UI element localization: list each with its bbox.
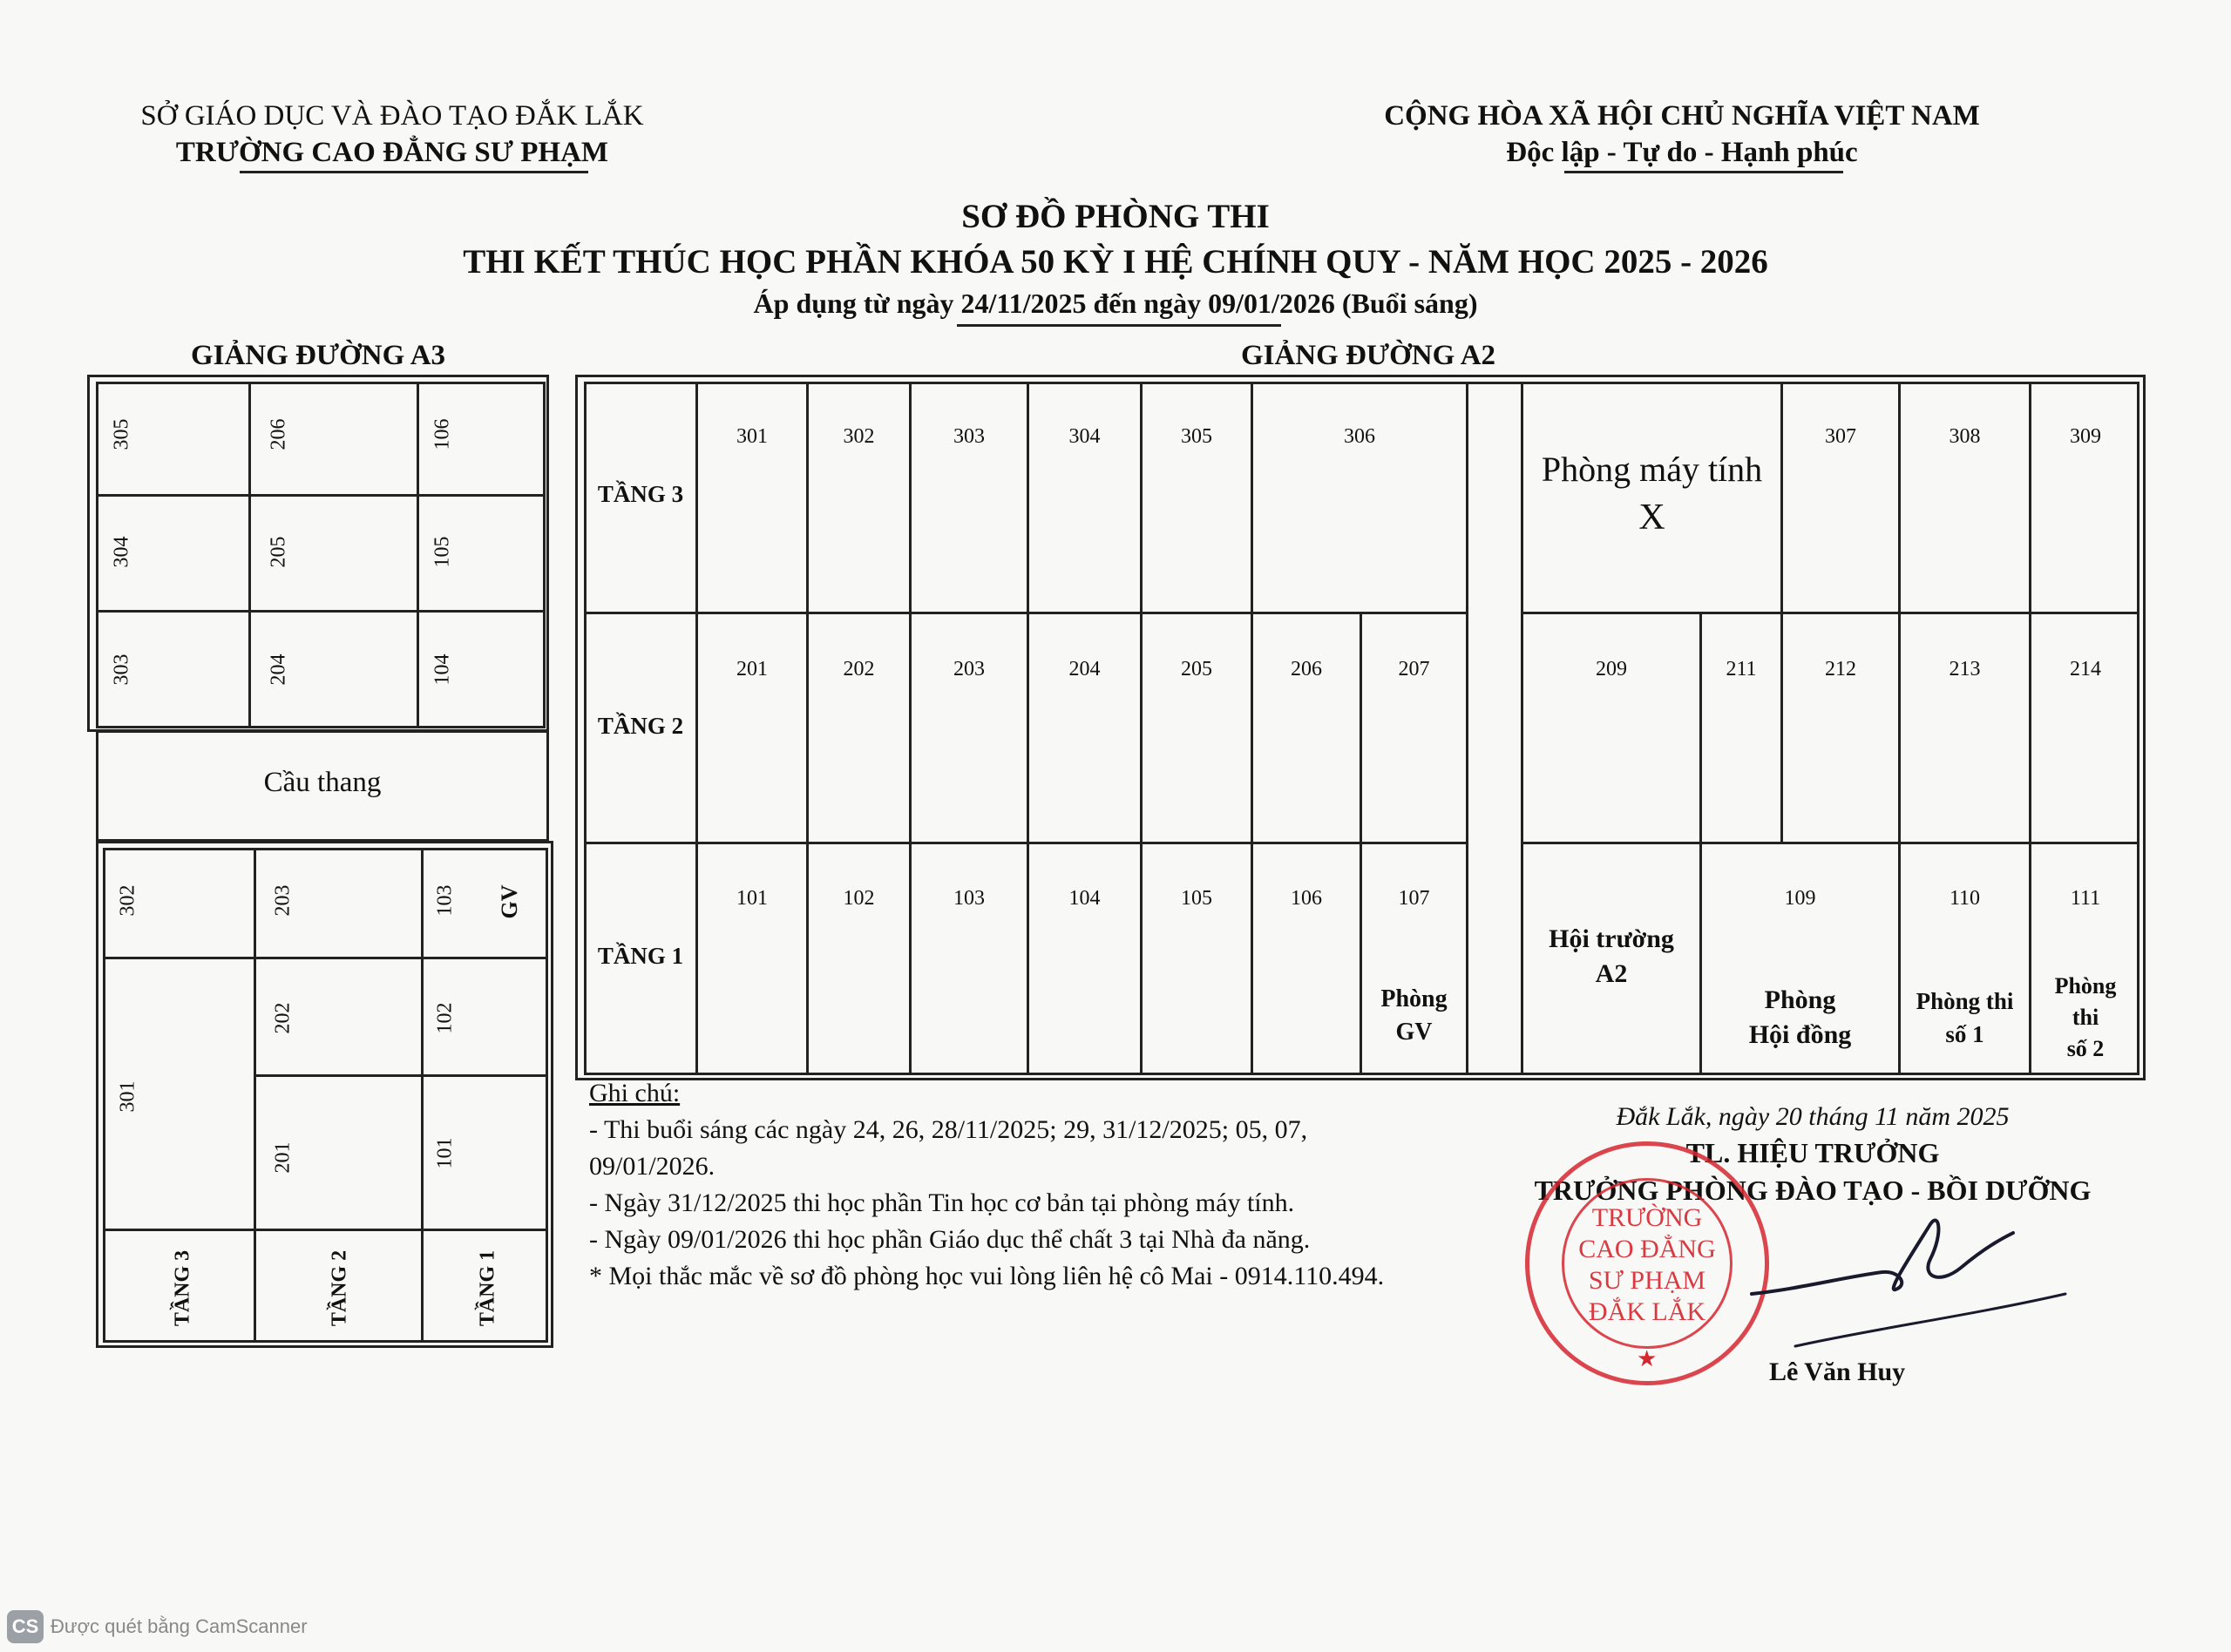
a3-room: 106 [431, 418, 454, 450]
department-name: SỞ GIÁO DỤC VÀ ĐÀO TẠO ĐẮK LẮK [140, 100, 644, 132]
notes-heading: Ghi chú: [589, 1079, 681, 1107]
a2-room: 308 [1949, 425, 1981, 448]
a2-room: 204 [1068, 658, 1101, 680]
a3-room: 104 [431, 653, 454, 686]
a2-room: 209 [1596, 658, 1627, 680]
a3-room: 305 [110, 418, 133, 450]
a3-room: 303 [110, 653, 133, 686]
hall-label: Hội trường A2 [1549, 924, 1674, 988]
scanner-footer-text: Được quét bằng CamScanner [51, 1615, 308, 1637]
stamp-star-icon: ★ [1637, 1346, 1658, 1371]
a2-room: 202 [843, 658, 875, 680]
a2-room: 309 [2070, 425, 2101, 448]
a2-floor-label: TẦNG 2 [597, 713, 684, 739]
note-line: - Ngày 09/01/2026 thi học phần Giáo dục thể chất 3 tại Nhà đa năng. [589, 1225, 1311, 1254]
a2-room: 304 [1068, 425, 1101, 448]
a3-upper-inner [96, 382, 546, 728]
a2-room: 109 [1784, 887, 1816, 910]
a3-room: 105 [431, 536, 454, 568]
date-range: Áp dụng từ ngày 24/11/2025 đến ngày 09/01/2026 (Buổi sáng) [753, 288, 1478, 319]
a2-room: 206 [1291, 658, 1322, 680]
a3-room: 204 [267, 653, 290, 686]
a2-room: 104 [1068, 887, 1101, 910]
exam-room-2-label: Phòng thi số 2 [2054, 973, 2117, 1061]
divider [957, 324, 1281, 327]
a2-room: 105 [1181, 887, 1212, 910]
note-line: 09/01/2026. [589, 1152, 715, 1181]
signer-role: TL. HIỆU TRƯỞNG [1685, 1137, 1940, 1168]
a3-room: 304 [110, 536, 133, 568]
divider [240, 171, 588, 173]
exam-room-1-label: Phòng thi số 1 [1916, 988, 2014, 1047]
a2-room: 307 [1825, 425, 1856, 448]
place-date: Đắk Lắk, ngày 20 tháng 11 năm 2025 [1616, 1102, 2010, 1131]
a2-room: 213 [1949, 658, 1981, 680]
a3-room: 205 [267, 536, 290, 568]
stamp-line: CAO ĐẲNG [1578, 1235, 1716, 1263]
a2-room: 102 [843, 887, 875, 910]
stamp-line: ĐẮK LẮK [1588, 1297, 1706, 1326]
a3-room: 202 [271, 1002, 295, 1034]
computer-room-mark: X [1638, 498, 1665, 538]
a2-room: 205 [1181, 658, 1212, 680]
note-line: * Mọi thắc mắc về sơ đồ phòng học vui lòng liên hệ cô Mai - 0914.110.494. [589, 1262, 1385, 1290]
divider [1564, 171, 1843, 173]
a2-room: 110 [1949, 887, 1981, 910]
a2-room: 207 [1398, 658, 1430, 680]
page-subtitle: THI KẾT THÚC HỌC PHẦN KHÓA 50 KỲ I HỆ CHÍNH QUY - NĂM HỌC 2025 - 2026 [463, 243, 1768, 281]
signer-name: Lê Văn Huy [1769, 1357, 1906, 1386]
a2-floor-label: TẦNG 1 [597, 943, 684, 969]
stairs-label: Cầu thang [263, 767, 382, 798]
gv-label: GV [497, 884, 522, 919]
a2-room: 306 [1344, 425, 1375, 448]
a3-room: 201 [271, 1141, 295, 1174]
page-title: SƠ ĐỒ PHÒNG THI [961, 198, 1270, 235]
a2-room: 305 [1181, 425, 1212, 448]
a2-floor-label: TẦNG 3 [597, 481, 684, 507]
a3-floor-label: TẦNG 3 [171, 1249, 194, 1327]
a2-room: 302 [843, 425, 875, 448]
a3-room: 301 [116, 1080, 139, 1113]
camscanner-logo-icon: CS [7, 1610, 44, 1643]
a3-label: GIẢNG ĐƯỜNG A3 [190, 340, 446, 371]
country-name: CỘNG HÒA XÃ HỘI CHỦ NGHĨA VIỆT NAM [1384, 100, 1980, 132]
a2-room: 214 [2070, 658, 2101, 680]
a2-room: 103 [953, 887, 985, 910]
a2-room: 211 [1726, 658, 1757, 680]
a2-room: 201 [736, 658, 768, 680]
handwritten-signature [1743, 1207, 2074, 1355]
a2-room: 212 [1825, 658, 1856, 680]
a2-label: GIẢNG ĐƯỜNG A2 [1240, 340, 1496, 371]
signer-department: TRƯỞNG PHÒNG ĐÀO TẠO - BỒI DƯỠNG [1534, 1175, 2092, 1206]
note-line: - Ngày 31/12/2025 thi học phần Tin học cơ bản tại phòng máy tính. [589, 1188, 1295, 1217]
a2-room: 111 [2070, 887, 2101, 910]
a3-room: 102 [433, 1002, 457, 1034]
stamp-line: SƯ PHẠM [1588, 1266, 1706, 1295]
a2-room: 303 [953, 425, 985, 448]
a2-room: 101 [736, 887, 768, 910]
stamp-text [1562, 1202, 1733, 1328]
a3-room: 203 [271, 884, 295, 917]
a2-room: 106 [1291, 887, 1322, 910]
a2-room: 301 [736, 425, 768, 448]
a3-room: 101 [433, 1137, 457, 1169]
a2-room: 107 [1398, 887, 1430, 910]
computer-room-label: Phòng máy tính [1541, 450, 1763, 489]
a3-room: 302 [116, 884, 139, 917]
a3-floor-label: TẦNG 2 [328, 1249, 351, 1327]
stamp-line: TRƯỜNG [1591, 1203, 1703, 1232]
a3-floor-label: TẦNG 1 [476, 1249, 499, 1327]
a3-room: 103 [433, 884, 457, 917]
motto: Độc lập - Tự do - Hạnh phúc [1506, 137, 1858, 168]
council-room-label: Phòng Hội đồng [1748, 985, 1852, 1049]
a2-room: 203 [953, 658, 985, 680]
gv-room-label: Phòng GV [1380, 985, 1448, 1046]
note-line: - Thi buổi sáng các ngày 24, 26, 28/11/2025; 29, 31/12/2025; 05, 07, [589, 1115, 1308, 1144]
a3-room: 206 [267, 418, 290, 450]
school-name: TRƯỜNG CAO ĐẲNG SƯ PHẠM [175, 137, 609, 168]
